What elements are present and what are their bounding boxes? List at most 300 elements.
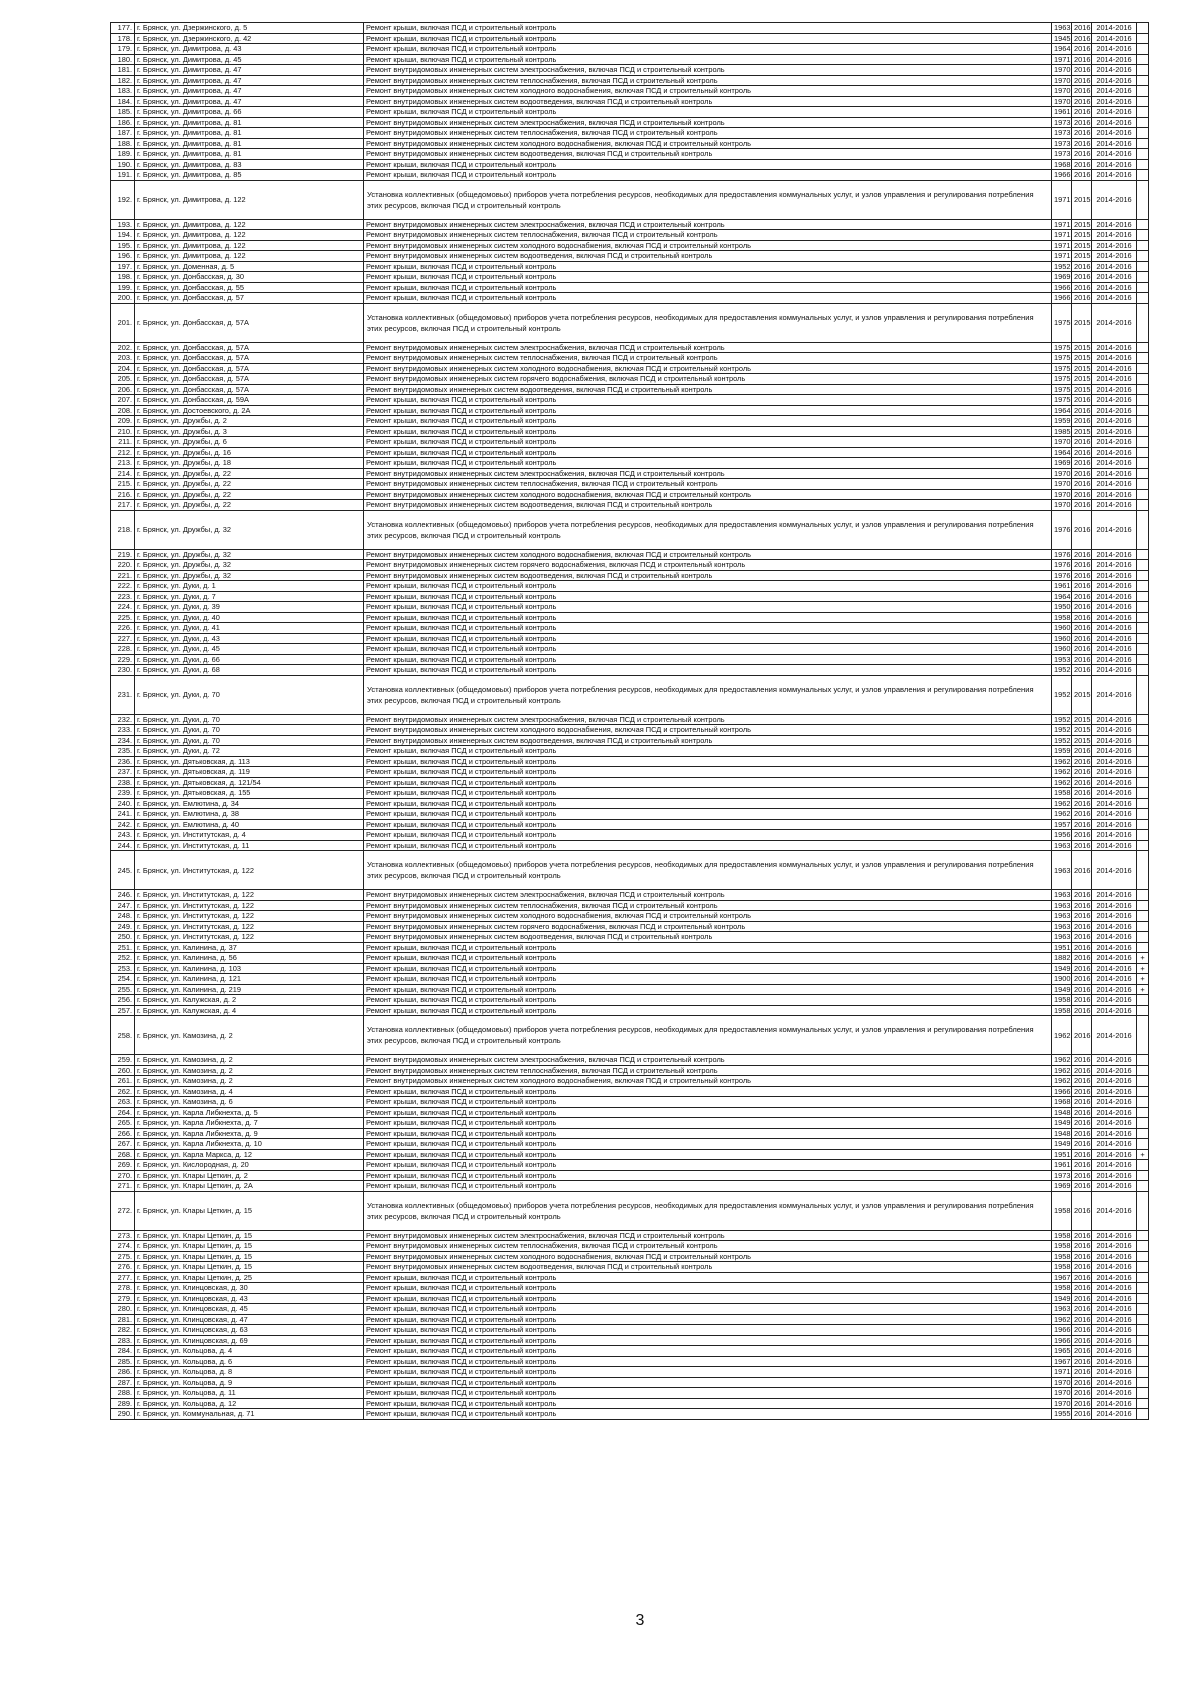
flag-cell	[1137, 374, 1149, 385]
table-row	[111, 953, 1149, 964]
work-type-cell: Ремонт крыши, включая ПСД и строительный контроль	[364, 633, 1052, 644]
planned-year-cell: 2016	[1072, 1076, 1092, 1087]
program-period-cell: 2014-2016	[1092, 1398, 1137, 1409]
planned-year-cell: 2015	[1072, 426, 1092, 437]
address-cell: г. Брянск, ул. Камозина, д. 2	[135, 1076, 364, 1087]
row-number: 290.	[111, 1409, 135, 1420]
program-period-cell: 2014-2016	[1092, 1304, 1137, 1315]
row-number: 184.	[111, 96, 135, 107]
address-cell: г. Брянск, ул. Клинцовская, д. 69	[135, 1335, 364, 1346]
work-type-cell: Установка коллективных (общедомовых) приборов учета потребления ресурсов, необходимых для предоставления коммунальных услуг, и узлов управления и регулирования потребления этих ресурсов, включая ПСД и строительный контроль	[364, 180, 1052, 219]
table-row	[111, 560, 1149, 571]
year-commissioned-cell: 1973	[1052, 149, 1072, 160]
year-commissioned-cell: 1971	[1052, 251, 1072, 262]
address-cell: г. Брянск, ул. Дятьковская, д. 113	[135, 756, 364, 767]
program-period-cell: 2014-2016	[1092, 953, 1137, 964]
planned-year-cell: 2016	[1072, 1181, 1092, 1192]
row-number: 244.	[111, 840, 135, 851]
program-period-cell: 2014-2016	[1092, 447, 1137, 458]
planned-year-cell: 2016	[1072, 1118, 1092, 1129]
table-row	[111, 725, 1149, 736]
row-number: 269.	[111, 1160, 135, 1171]
row-number: 231.	[111, 675, 135, 714]
flag-cell	[1137, 809, 1149, 820]
planned-year-cell: 2016	[1072, 633, 1092, 644]
program-period-cell: 2014-2016	[1092, 75, 1137, 86]
flag-cell	[1137, 932, 1149, 943]
table-row	[111, 591, 1149, 602]
address-cell: г. Брянск, ул. Донбасская, д. 57А	[135, 374, 364, 385]
year-commissioned-cell: 1985	[1052, 426, 1072, 437]
table-row	[111, 570, 1149, 581]
address-cell: г. Брянск, ул. Клары Цеткин, д. 15	[135, 1230, 364, 1241]
work-type-cell: Ремонт крыши, включая ПСД и строительный контроль	[364, 1170, 1052, 1181]
row-number: 235.	[111, 746, 135, 757]
table-row	[111, 437, 1149, 448]
flag-cell	[1137, 75, 1149, 86]
program-period-cell: 2014-2016	[1092, 33, 1137, 44]
row-number: 219.	[111, 549, 135, 560]
year-commissioned-cell: 1968	[1052, 159, 1072, 170]
address-cell: г. Брянск, ул. Димитрова, д. 43	[135, 44, 364, 55]
flag-cell	[1137, 86, 1149, 97]
work-type-cell: Ремонт внутридомовых инженерных систем электроснабжения, включая ПСД и строительный контроль	[364, 342, 1052, 353]
planned-year-cell: 2016	[1072, 159, 1092, 170]
year-commissioned-cell: 1976	[1052, 510, 1072, 549]
year-commissioned-cell: 1975	[1052, 353, 1072, 364]
year-commissioned-cell: 1970	[1052, 1377, 1072, 1388]
address-cell: г. Брянск, ул. Дятьковская, д. 155	[135, 788, 364, 799]
row-number: 210.	[111, 426, 135, 437]
flag-cell	[1137, 644, 1149, 655]
program-period-cell: 2014-2016	[1092, 1191, 1137, 1230]
year-commissioned-cell: 1970	[1052, 468, 1072, 479]
address-cell: г. Брянск, ул. Институтская, д. 11	[135, 840, 364, 851]
table-row	[111, 549, 1149, 560]
row-number: 257.	[111, 1005, 135, 1016]
address-cell: г. Брянск, ул. Калинина, д. 103	[135, 963, 364, 974]
planned-year-cell: 2016	[1072, 468, 1092, 479]
row-number: 267.	[111, 1139, 135, 1150]
flag-cell	[1137, 1356, 1149, 1367]
planned-year-cell: 2015	[1072, 725, 1092, 736]
planned-year-cell: 2016	[1072, 798, 1092, 809]
planned-year-cell: 2016	[1072, 840, 1092, 851]
table-row	[111, 65, 1149, 76]
work-type-cell: Ремонт внутридомовых инженерных систем теплоснабжения, включая ПСД и строительный контроль	[364, 479, 1052, 490]
year-commissioned-cell: 1969	[1052, 272, 1072, 283]
table-row	[111, 117, 1149, 128]
program-period-cell: 2014-2016	[1092, 405, 1137, 416]
work-type-cell: Ремонт внутридомовых инженерных систем водоотведения, включая ПСД и строительный контроль	[364, 735, 1052, 746]
work-type-cell: Ремонт крыши, включая ПСД и строительный контроль	[364, 1335, 1052, 1346]
program-period-cell: 2014-2016	[1092, 675, 1137, 714]
table-row	[111, 851, 1149, 890]
row-number: 256.	[111, 995, 135, 1006]
planned-year-cell: 2016	[1072, 479, 1092, 490]
flag-cell	[1137, 890, 1149, 901]
year-commissioned-cell: 1882	[1052, 953, 1072, 964]
program-period-cell: 2014-2016	[1092, 1241, 1137, 1252]
planned-year-cell: 2016	[1072, 1283, 1092, 1294]
year-commissioned-cell: 1967	[1052, 1272, 1072, 1283]
year-commissioned-cell: 1956	[1052, 830, 1072, 841]
flag-cell	[1137, 830, 1149, 841]
program-period-cell: 2014-2016	[1092, 293, 1137, 304]
planned-year-cell: 2015	[1072, 219, 1092, 230]
row-number: 237.	[111, 767, 135, 778]
address-cell: г. Брянск, ул. Карла Маркса, д. 12	[135, 1149, 364, 1160]
year-commissioned-cell: 1949	[1052, 1139, 1072, 1150]
year-commissioned-cell: 1971	[1052, 180, 1072, 219]
program-period-cell: 2014-2016	[1092, 468, 1137, 479]
work-type-cell: Ремонт внутридомовых инженерных систем водоотведения, включая ПСД и строительный контроль	[364, 1262, 1052, 1273]
program-period-cell: 2014-2016	[1092, 510, 1137, 549]
address-cell: г. Брянск, ул. Институтская, д. 122	[135, 921, 364, 932]
table-row	[111, 363, 1149, 374]
address-cell: г. Брянск, ул. Димитрова, д. 66	[135, 107, 364, 118]
program-period-cell: 2014-2016	[1092, 1367, 1137, 1378]
address-cell: г. Брянск, ул. Донбасская, д. 57	[135, 293, 364, 304]
program-period-cell: 2014-2016	[1092, 911, 1137, 922]
work-type-cell: Ремонт крыши, включая ПСД и строительный контроль	[364, 1398, 1052, 1409]
planned-year-cell: 2016	[1072, 416, 1092, 427]
year-commissioned-cell: 1976	[1052, 570, 1072, 581]
address-cell: г. Брянск, ул. Кольцова, д. 12	[135, 1398, 364, 1409]
flag-cell	[1137, 1314, 1149, 1325]
work-type-cell: Ремонт крыши, включая ПСД и строительный контроль	[364, 995, 1052, 1006]
row-number: 263.	[111, 1097, 135, 1108]
table-row	[111, 54, 1149, 65]
flag-cell	[1137, 33, 1149, 44]
program-period-cell: 2014-2016	[1092, 890, 1137, 901]
table-row	[111, 159, 1149, 170]
row-number: 214.	[111, 468, 135, 479]
flag-cell	[1137, 942, 1149, 953]
flag-cell	[1137, 117, 1149, 128]
work-type-cell: Установка коллективных (общедомовых) приборов учета потребления ресурсов, необходимых для предоставления коммунальных услуг, и узлов управления и регулирования потребления этих ресурсов, включая ПСД и строительный контроль	[364, 1191, 1052, 1230]
planned-year-cell: 2016	[1072, 756, 1092, 767]
program-period-cell: 2014-2016	[1092, 342, 1137, 353]
year-commissioned-cell: 1976	[1052, 560, 1072, 571]
table-row	[111, 974, 1149, 985]
row-number: 278.	[111, 1283, 135, 1294]
planned-year-cell: 2015	[1072, 675, 1092, 714]
program-period-cell: 2014-2016	[1092, 777, 1137, 788]
row-number: 185.	[111, 107, 135, 118]
work-type-cell: Ремонт крыши, включая ПСД и строительный контроль	[364, 984, 1052, 995]
program-period-cell: 2014-2016	[1092, 819, 1137, 830]
planned-year-cell: 2016	[1072, 117, 1092, 128]
table-row	[111, 1107, 1149, 1118]
table-row	[111, 500, 1149, 511]
row-number: 216.	[111, 489, 135, 500]
flag-cell	[1137, 272, 1149, 283]
flag-cell: +	[1137, 963, 1149, 974]
planned-year-cell: 2016	[1072, 1230, 1092, 1241]
row-number: 226.	[111, 623, 135, 634]
year-commissioned-cell: 1958	[1052, 995, 1072, 1006]
row-number: 195.	[111, 240, 135, 251]
row-number: 223.	[111, 591, 135, 602]
program-period-cell: 2014-2016	[1092, 932, 1137, 943]
planned-year-cell: 2016	[1072, 1356, 1092, 1367]
planned-year-cell: 2016	[1072, 395, 1092, 406]
work-type-cell: Ремонт крыши, включая ПСД и строительный контроль	[364, 654, 1052, 665]
table-row	[111, 180, 1149, 219]
year-commissioned-cell: 1949	[1052, 984, 1072, 995]
address-cell: г. Брянск, ул. Донбасская, д. 59А	[135, 395, 364, 406]
program-period-cell: 2014-2016	[1092, 1356, 1137, 1367]
flag-cell	[1137, 570, 1149, 581]
address-cell: г. Брянск, ул. Камозина, д. 2	[135, 1016, 364, 1055]
table-row	[111, 756, 1149, 767]
row-number: 227.	[111, 633, 135, 644]
program-period-cell: 2014-2016	[1092, 560, 1137, 571]
year-commissioned-cell: 1960	[1052, 644, 1072, 655]
row-number: 250.	[111, 932, 135, 943]
row-number: 202.	[111, 342, 135, 353]
address-cell: г. Брянск, ул. Дружбы, д. 22	[135, 479, 364, 490]
planned-year-cell: 2016	[1072, 602, 1092, 613]
flag-cell	[1137, 395, 1149, 406]
row-number: 194.	[111, 230, 135, 241]
row-number: 213.	[111, 458, 135, 469]
year-commissioned-cell: 1969	[1052, 458, 1072, 469]
table-row	[111, 86, 1149, 97]
planned-year-cell: 2016	[1072, 1335, 1092, 1346]
work-type-cell: Ремонт внутридомовых инженерных систем водоотведения, включая ПСД и строительный контроль	[364, 932, 1052, 943]
program-period-cell: 2014-2016	[1092, 458, 1137, 469]
work-type-cell: Ремонт внутридомовых инженерных систем теплоснабжения, включая ПСД и строительный контроль	[364, 900, 1052, 911]
flag-cell	[1137, 1016, 1149, 1055]
table-row	[111, 602, 1149, 613]
flag-cell	[1137, 921, 1149, 932]
address-cell: г. Брянск, ул. Доменная, д. 5	[135, 261, 364, 272]
planned-year-cell: 2016	[1072, 819, 1092, 830]
program-period-cell: 2014-2016	[1092, 900, 1137, 911]
row-number: 205.	[111, 374, 135, 385]
flag-cell	[1137, 363, 1149, 374]
flag-cell	[1137, 675, 1149, 714]
program-period-cell: 2014-2016	[1092, 612, 1137, 623]
planned-year-cell: 2016	[1072, 107, 1092, 118]
table-row	[111, 984, 1149, 995]
program-period-cell: 2014-2016	[1092, 138, 1137, 149]
flag-cell	[1137, 479, 1149, 490]
table-row	[111, 1149, 1149, 1160]
address-cell: г. Брянск, ул. Достоевского, д. 2А	[135, 405, 364, 416]
work-type-cell: Ремонт внутридомовых инженерных систем холодного водоснабжения, включая ПСД и строительный контроль	[364, 1251, 1052, 1262]
year-commissioned-cell: 1961	[1052, 1160, 1072, 1171]
planned-year-cell: 2016	[1072, 1128, 1092, 1139]
planned-year-cell: 2016	[1072, 963, 1092, 974]
program-period-cell: 2014-2016	[1092, 767, 1137, 778]
row-number: 188.	[111, 138, 135, 149]
address-cell: г. Брянск, ул. Клары Цеткин, д. 15	[135, 1262, 364, 1273]
address-cell: г. Брянск, ул. Дуки, д. 70	[135, 725, 364, 736]
work-type-cell: Ремонт внутридомовых инженерных систем водоотведения, включая ПСД и строительный контроль	[364, 384, 1052, 395]
planned-year-cell: 2016	[1072, 921, 1092, 932]
planned-year-cell: 2016	[1072, 1398, 1092, 1409]
planned-year-cell: 2016	[1072, 261, 1092, 272]
planned-year-cell: 2016	[1072, 777, 1092, 788]
year-commissioned-cell: 1958	[1052, 612, 1072, 623]
address-cell: г. Брянск, ул. Коммунальная, д. 71	[135, 1409, 364, 1420]
year-commissioned-cell: 1966	[1052, 1086, 1072, 1097]
planned-year-cell: 2016	[1072, 612, 1092, 623]
address-cell: г. Брянск, ул. Дуки, д. 45	[135, 644, 364, 655]
row-number: 248.	[111, 911, 135, 922]
row-number: 200.	[111, 293, 135, 304]
work-type-cell: Ремонт крыши, включая ПСД и строительный контроль	[364, 1367, 1052, 1378]
table-row	[111, 1065, 1149, 1076]
year-commissioned-cell: 1971	[1052, 219, 1072, 230]
row-number: 209.	[111, 416, 135, 427]
year-commissioned-cell: 1966	[1052, 170, 1072, 181]
year-commissioned-cell: 1952	[1052, 261, 1072, 272]
year-commissioned-cell: 1973	[1052, 117, 1072, 128]
table-row	[111, 900, 1149, 911]
work-type-cell: Ремонт внутридомовых инженерных систем теплоснабжения, включая ПСД и строительный контроль	[364, 128, 1052, 139]
table-row	[111, 1160, 1149, 1171]
flag-cell	[1137, 819, 1149, 830]
planned-year-cell: 2016	[1072, 1293, 1092, 1304]
address-cell: г. Брянск, ул. Институтская, д. 122	[135, 851, 364, 890]
flag-cell	[1137, 1283, 1149, 1294]
work-type-cell: Ремонт крыши, включая ПСД и строительный контроль	[364, 1346, 1052, 1357]
program-period-cell: 2014-2016	[1092, 500, 1137, 511]
row-number: 206.	[111, 384, 135, 395]
address-cell: г. Брянск, ул. Дуки, д. 70	[135, 714, 364, 725]
year-commissioned-cell: 1970	[1052, 437, 1072, 448]
year-commissioned-cell: 1970	[1052, 96, 1072, 107]
table-row	[111, 128, 1149, 139]
program-period-cell: 2014-2016	[1092, 384, 1137, 395]
flag-cell	[1137, 1065, 1149, 1076]
work-type-cell: Установка коллективных (общедомовых) приборов учета потребления ресурсов, необходимых для предоставления коммунальных услуг, и узлов управления и регулирования потребления этих ресурсов, включая ПСД и строительный контроль	[364, 675, 1052, 714]
planned-year-cell: 2016	[1072, 809, 1092, 820]
program-period-cell: 2014-2016	[1092, 921, 1137, 932]
planned-year-cell: 2015	[1072, 353, 1092, 364]
work-type-cell: Ремонт внутридомовых инженерных систем электроснабжения, включая ПСД и строительный контроль	[364, 1230, 1052, 1241]
work-type-cell: Ремонт крыши, включая ПСД и строительный контроль	[364, 819, 1052, 830]
work-type-cell: Ремонт крыши, включая ПСД и строительный контроль	[364, 170, 1052, 181]
work-type-cell: Ремонт крыши, включая ПСД и строительный контроль	[364, 746, 1052, 757]
year-commissioned-cell: 1964	[1052, 405, 1072, 416]
program-period-cell: 2014-2016	[1092, 1170, 1137, 1181]
year-commissioned-cell: 1975	[1052, 384, 1072, 395]
row-number: 275.	[111, 1251, 135, 1262]
flag-cell	[1137, 851, 1149, 890]
planned-year-cell: 2016	[1072, 1149, 1092, 1160]
program-period-cell: 2014-2016	[1092, 479, 1137, 490]
table-row	[111, 261, 1149, 272]
flag-cell	[1137, 756, 1149, 767]
work-type-cell: Ремонт внутридомовых инженерных систем холодного водоснабжения, включая ПСД и строительный контроль	[364, 240, 1052, 251]
program-period-cell: 2014-2016	[1092, 1065, 1137, 1076]
year-commissioned-cell: 1957	[1052, 819, 1072, 830]
row-number: 189.	[111, 149, 135, 160]
row-number: 204.	[111, 363, 135, 374]
row-number: 255.	[111, 984, 135, 995]
program-period-cell: 2014-2016	[1092, 1272, 1137, 1283]
program-period-cell: 2014-2016	[1092, 96, 1137, 107]
work-type-cell: Ремонт крыши, включая ПСД и строительный контроль	[364, 798, 1052, 809]
table-row	[111, 623, 1149, 634]
row-number: 281.	[111, 1314, 135, 1325]
row-number: 208.	[111, 405, 135, 416]
address-cell: г. Брянск, ул. Институтская, д. 122	[135, 911, 364, 922]
flag-cell	[1137, 489, 1149, 500]
planned-year-cell: 2016	[1072, 149, 1092, 160]
planned-year-cell: 2016	[1072, 1304, 1092, 1315]
planned-year-cell: 2016	[1072, 1107, 1092, 1118]
row-number: 192.	[111, 180, 135, 219]
year-commissioned-cell: 1900	[1052, 974, 1072, 985]
row-number: 230.	[111, 665, 135, 676]
year-commissioned-cell: 1963	[1052, 23, 1072, 34]
program-period-cell: 2014-2016	[1092, 665, 1137, 676]
planned-year-cell: 2016	[1072, 128, 1092, 139]
planned-year-cell: 2016	[1072, 1325, 1092, 1336]
program-period-cell: 2014-2016	[1092, 1139, 1137, 1150]
table-row	[111, 1230, 1149, 1241]
row-number: 197.	[111, 261, 135, 272]
table-row	[111, 633, 1149, 644]
address-cell: г. Брянск, ул. Камозина, д. 2	[135, 1055, 364, 1066]
planned-year-cell: 2016	[1072, 1086, 1092, 1097]
address-cell: г. Брянск, ул. Дзержинского, д. 5	[135, 23, 364, 34]
flag-cell: +	[1137, 984, 1149, 995]
planned-year-cell: 2016	[1072, 623, 1092, 634]
address-cell: г. Брянск, ул. Институтская, д. 122	[135, 890, 364, 901]
flag-cell	[1137, 293, 1149, 304]
row-number: 274.	[111, 1241, 135, 1252]
planned-year-cell: 2016	[1072, 1139, 1092, 1150]
table-row	[111, 665, 1149, 676]
work-type-cell: Ремонт внутридомовых инженерных систем электроснабжения, включая ПСД и строительный контроль	[364, 890, 1052, 901]
table-row	[111, 932, 1149, 943]
work-type-cell: Ремонт крыши, включая ПСД и строительный контроль	[364, 1139, 1052, 1150]
work-type-cell: Ремонт крыши, включая ПСД и строительный контроль	[364, 458, 1052, 469]
table-row	[111, 251, 1149, 262]
planned-year-cell: 2016	[1072, 644, 1092, 655]
year-commissioned-cell: 1970	[1052, 65, 1072, 76]
flag-cell	[1137, 1346, 1149, 1357]
work-type-cell: Ремонт крыши, включая ПСД и строительный контроль	[364, 1005, 1052, 1016]
work-type-cell: Ремонт крыши, включая ПСД и строительный контроль	[364, 1107, 1052, 1118]
work-type-cell: Ремонт крыши, включая ПСД и строительный контроль	[364, 1388, 1052, 1399]
work-type-cell: Ремонт крыши, включая ПСД и строительный контроль	[364, 644, 1052, 655]
flag-cell	[1137, 437, 1149, 448]
program-period-cell: 2014-2016	[1092, 1388, 1137, 1399]
address-cell: г. Брянск, ул. Карла Либкнехта, д. 5	[135, 1107, 364, 1118]
planned-year-cell: 2016	[1072, 33, 1092, 44]
planned-year-cell: 2016	[1072, 23, 1092, 34]
row-number: 284.	[111, 1346, 135, 1357]
table-row	[111, 788, 1149, 799]
address-cell: г. Брянск, ул. Дружбы, д. 6	[135, 437, 364, 448]
program-period-cell: 2014-2016	[1092, 65, 1137, 76]
row-number: 177.	[111, 23, 135, 34]
flag-cell	[1137, 1191, 1149, 1230]
address-cell: г. Брянск, ул. Донбасская, д. 57А	[135, 342, 364, 353]
address-cell: г. Брянск, ул. Карла Либкнехта, д. 7	[135, 1118, 364, 1129]
table-row	[111, 384, 1149, 395]
planned-year-cell: 2016	[1072, 830, 1092, 841]
address-cell: г. Брянск, ул. Емлютина, д. 34	[135, 798, 364, 809]
